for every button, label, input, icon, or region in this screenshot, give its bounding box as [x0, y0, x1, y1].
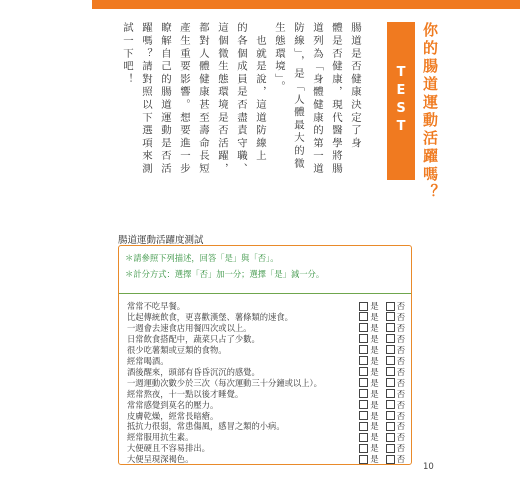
no-label: 否 — [396, 377, 405, 388]
no-option[interactable] — [386, 453, 405, 465]
no-label: 否 — [396, 388, 405, 399]
quiz-question: 經常喝酒。 — [127, 355, 169, 366]
checkbox-icon[interactable] — [359, 400, 368, 409]
checkbox-icon[interactable] — [359, 444, 368, 453]
no-label: 否 — [396, 311, 405, 322]
checkbox-icon[interactable] — [386, 302, 395, 311]
quiz-question: 大便硬且不容易排出。 — [127, 443, 210, 454]
checkbox-icon[interactable] — [386, 455, 395, 464]
checkbox-icon[interactable] — [359, 356, 368, 365]
yes-label: 是 — [370, 322, 379, 333]
checkbox-icon[interactable] — [359, 312, 368, 321]
page-headline: 你的腸道運動活躍嗎？ — [421, 22, 439, 202]
yes-label: 是 — [370, 344, 379, 355]
no-label: 否 — [396, 301, 405, 311]
quiz-question: 經常服用抗生素。 — [127, 432, 194, 443]
quiz-divider — [119, 293, 411, 294]
quiz-question: 抵抗力很弱，常患傷風，感冒之類的小病。 — [127, 421, 285, 432]
no-label: 否 — [396, 333, 405, 344]
checkbox-icon[interactable] — [386, 345, 395, 354]
intro-text-column: 瞭解自己的腸道運動是否活 — [159, 22, 171, 176]
quiz-instruction: ＊計分方式：選擇「否」加一分；選擇「是」減一分。 — [125, 269, 325, 279]
intro-text-column: 試一下吧！ — [121, 22, 133, 86]
intro-text-column: 躍嗎？請對照以下選項來測 — [140, 22, 152, 176]
intro-text-column: 防線」，是「人體最大的微 — [292, 22, 304, 171]
checkbox-icon[interactable] — [359, 367, 368, 376]
yes-label: 是 — [370, 432, 379, 443]
checkbox-icon[interactable] — [386, 422, 395, 431]
checkbox-icon[interactable] — [386, 433, 395, 442]
intro-text-column: 生態環境」。 — [273, 22, 285, 94]
intro-text-column: 也就是說，這道防線上 — [254, 22, 266, 163]
answer-choices — [359, 453, 405, 465]
quiz-question: 常常不吃早餐。 — [127, 301, 186, 311]
checkbox-icon[interactable] — [386, 444, 395, 453]
intro-text-column: 的各個成員是否盡責守職、 — [235, 22, 247, 176]
no-label: 否 — [396, 454, 405, 465]
checkbox-icon[interactable] — [359, 422, 368, 431]
no-label: 否 — [396, 366, 405, 377]
checkbox-icon[interactable] — [359, 433, 368, 442]
checkbox-icon[interactable] — [359, 345, 368, 354]
checkbox-icon[interactable] — [386, 411, 395, 420]
yes-label: 是 — [370, 366, 379, 377]
checkbox-icon[interactable] — [386, 378, 395, 387]
intro-text-column: 這個微生態環境是否活躍， — [216, 22, 228, 176]
quiz-question: 日常飲食搭配中，蔬菜只占了少數。 — [127, 333, 260, 344]
page-number: 10 — [423, 462, 434, 472]
no-label: 否 — [396, 344, 405, 355]
yes-label: 是 — [370, 311, 379, 322]
quiz-question: 常常感覺到莫名的壓力。 — [127, 399, 219, 410]
intro-text-column: 腸道是否健康決定了身 — [349, 22, 361, 150]
checkbox-icon[interactable] — [359, 455, 368, 464]
yes-label: 是 — [370, 443, 379, 454]
yes-label: 是 — [370, 377, 379, 388]
checkbox-icon[interactable] — [359, 389, 368, 398]
no-label: 否 — [396, 432, 405, 443]
yes-label: 是 — [370, 399, 379, 410]
no-label: 否 — [396, 421, 405, 432]
quiz-question: 很少吃薯類或豆類的食物。 — [127, 344, 227, 355]
checkbox-icon[interactable] — [386, 323, 395, 332]
yes-label: 是 — [370, 355, 379, 366]
quiz-question: 大便呈現深褐色。 — [127, 454, 194, 465]
checkbox-icon[interactable] — [359, 323, 368, 332]
no-label: 否 — [396, 322, 405, 333]
no-label: 否 — [396, 399, 405, 410]
quiz-instruction: ＊請參照下列描述，回答「是」與「否」。 — [125, 253, 279, 263]
yes-label: 是 — [370, 301, 379, 311]
quiz-question: 皮膚乾燥，經常長暗瘡。 — [127, 410, 219, 421]
yes-label: 是 — [370, 454, 379, 465]
quiz-question: 一週會去速食店用餐四次或以上。 — [127, 322, 252, 333]
section-label: TEST — [387, 22, 415, 180]
checkbox-icon[interactable] — [386, 367, 395, 376]
quiz-question: 一週運動次數少於三次（每次運動三十分鐘或以上）。 — [127, 377, 322, 388]
yes-label: 是 — [370, 421, 379, 432]
no-label: 否 — [396, 410, 405, 421]
checkbox-icon[interactable] — [386, 312, 395, 321]
no-label: 否 — [396, 355, 405, 366]
yes-label: 是 — [370, 410, 379, 421]
intro-text-column: 都對人體健康甚至壽命長短 — [197, 22, 209, 176]
checkbox-icon[interactable] — [359, 378, 368, 387]
yes-option[interactable] — [359, 453, 378, 465]
yes-label: 是 — [370, 333, 379, 344]
top-accent-bar — [92, 0, 520, 9]
intro-text-column: 道列為「身體健康的第一道 — [311, 22, 323, 176]
checkbox-icon[interactable] — [359, 334, 368, 343]
quiz-question: 經常熬夜，十一點以後才睡覺。 — [127, 388, 244, 399]
yes-label: 是 — [370, 388, 379, 399]
quiz-question: 酒後醒來，頭部有昏昏沉沉的感覺。 — [127, 366, 260, 377]
quiz-question: 比起傳統飲食，更喜歡漢堡、薯條類的速食。 — [127, 311, 293, 322]
checkbox-icon[interactable] — [386, 389, 395, 398]
intro-text-column: 產生重要影響。想要進一步 — [178, 22, 190, 176]
intro-text-column: 體是否健康，現代醫學將腸 — [330, 22, 342, 176]
quiz-box — [118, 245, 412, 465]
checkbox-icon[interactable] — [386, 356, 395, 365]
quiz-title: 腸道運動活躍度測試 — [118, 235, 204, 246]
checkbox-icon[interactable] — [386, 334, 395, 343]
checkbox-icon[interactable] — [386, 400, 395, 409]
quiz-row — [127, 453, 405, 465]
checkbox-icon[interactable] — [359, 302, 368, 311]
no-label: 否 — [396, 443, 405, 454]
checkbox-icon[interactable] — [359, 411, 368, 420]
